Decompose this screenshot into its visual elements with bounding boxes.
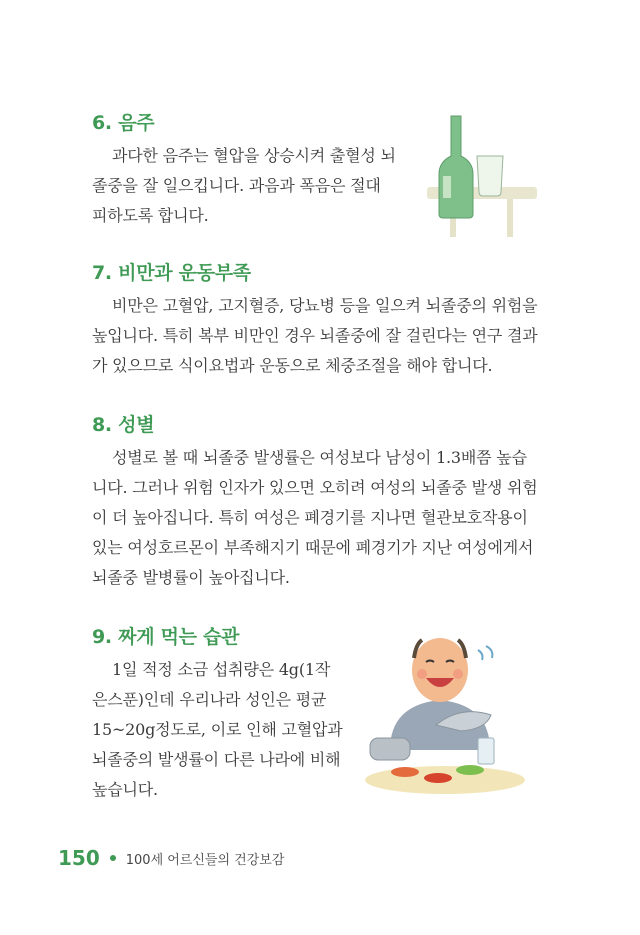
page-footer <box>58 846 284 870</box>
section-heading: 7. 비만과 운동부족 <box>92 262 251 284</box>
section-obesity <box>92 258 552 381</box>
section-heading: 9. 짜게 먹는 습관 <box>92 626 240 648</box>
section-gender <box>92 410 552 593</box>
page-number: 150 <box>58 846 100 870</box>
section-heading: 6. 음주 <box>92 112 155 134</box>
section-body: 성별로 볼 때 뇌졸중 발생률은 여성보다 남성이 1.3배쯤 높습 니다. 그러나 위험 인자가 있으면 오히려 여성의 뇌졸중 발생 위험 이 더 높아집니다. 특히 여성은 폐경기를 지나면 혈관보호작용이 있는 여성호르몬이 부족해지기 때문에 폐경기가 지난 여성에게서 뇌졸중 발병률이 높아집니다. <box>92 448 538 587</box>
book-title: 100세 어르신들의 건강보감 <box>125 852 285 868</box>
man-eating-illustration <box>360 630 525 795</box>
section-heading: 8. 성별 <box>92 414 155 436</box>
section-drinking <box>92 108 412 231</box>
section-body: 비만은 고혈압, 고지혈증, 당뇨병 등을 일으켜 뇌졸중의 위험을 높입니다. 특히 복부 비만인 경우 뇌졸중에 잘 걸린다는 연구 결과 가 있으므로 식이요법과 운동으로 체중조절을 해야 합니다. <box>92 296 538 375</box>
section-body: 과다한 음주는 혈압을 상승시켜 출혈성 뇌 졸중을 잘 일으킵니다. 과음과 폭음은 절대 피하도록 합니다. <box>92 146 396 225</box>
section-body: 1일 적정 소금 섭취량은 4g(1작 은스푼)인데 우리나라 성인은 평균 15~20g정도로, 이로 인해 고혈압과 뇌졸중의 발생률이 다른 나라에 비해 높습니다. <box>92 660 343 799</box>
section-salty-food <box>92 622 372 805</box>
bottle-glass-illustration <box>415 112 540 237</box>
bullet-dot-icon <box>110 855 116 861</box>
